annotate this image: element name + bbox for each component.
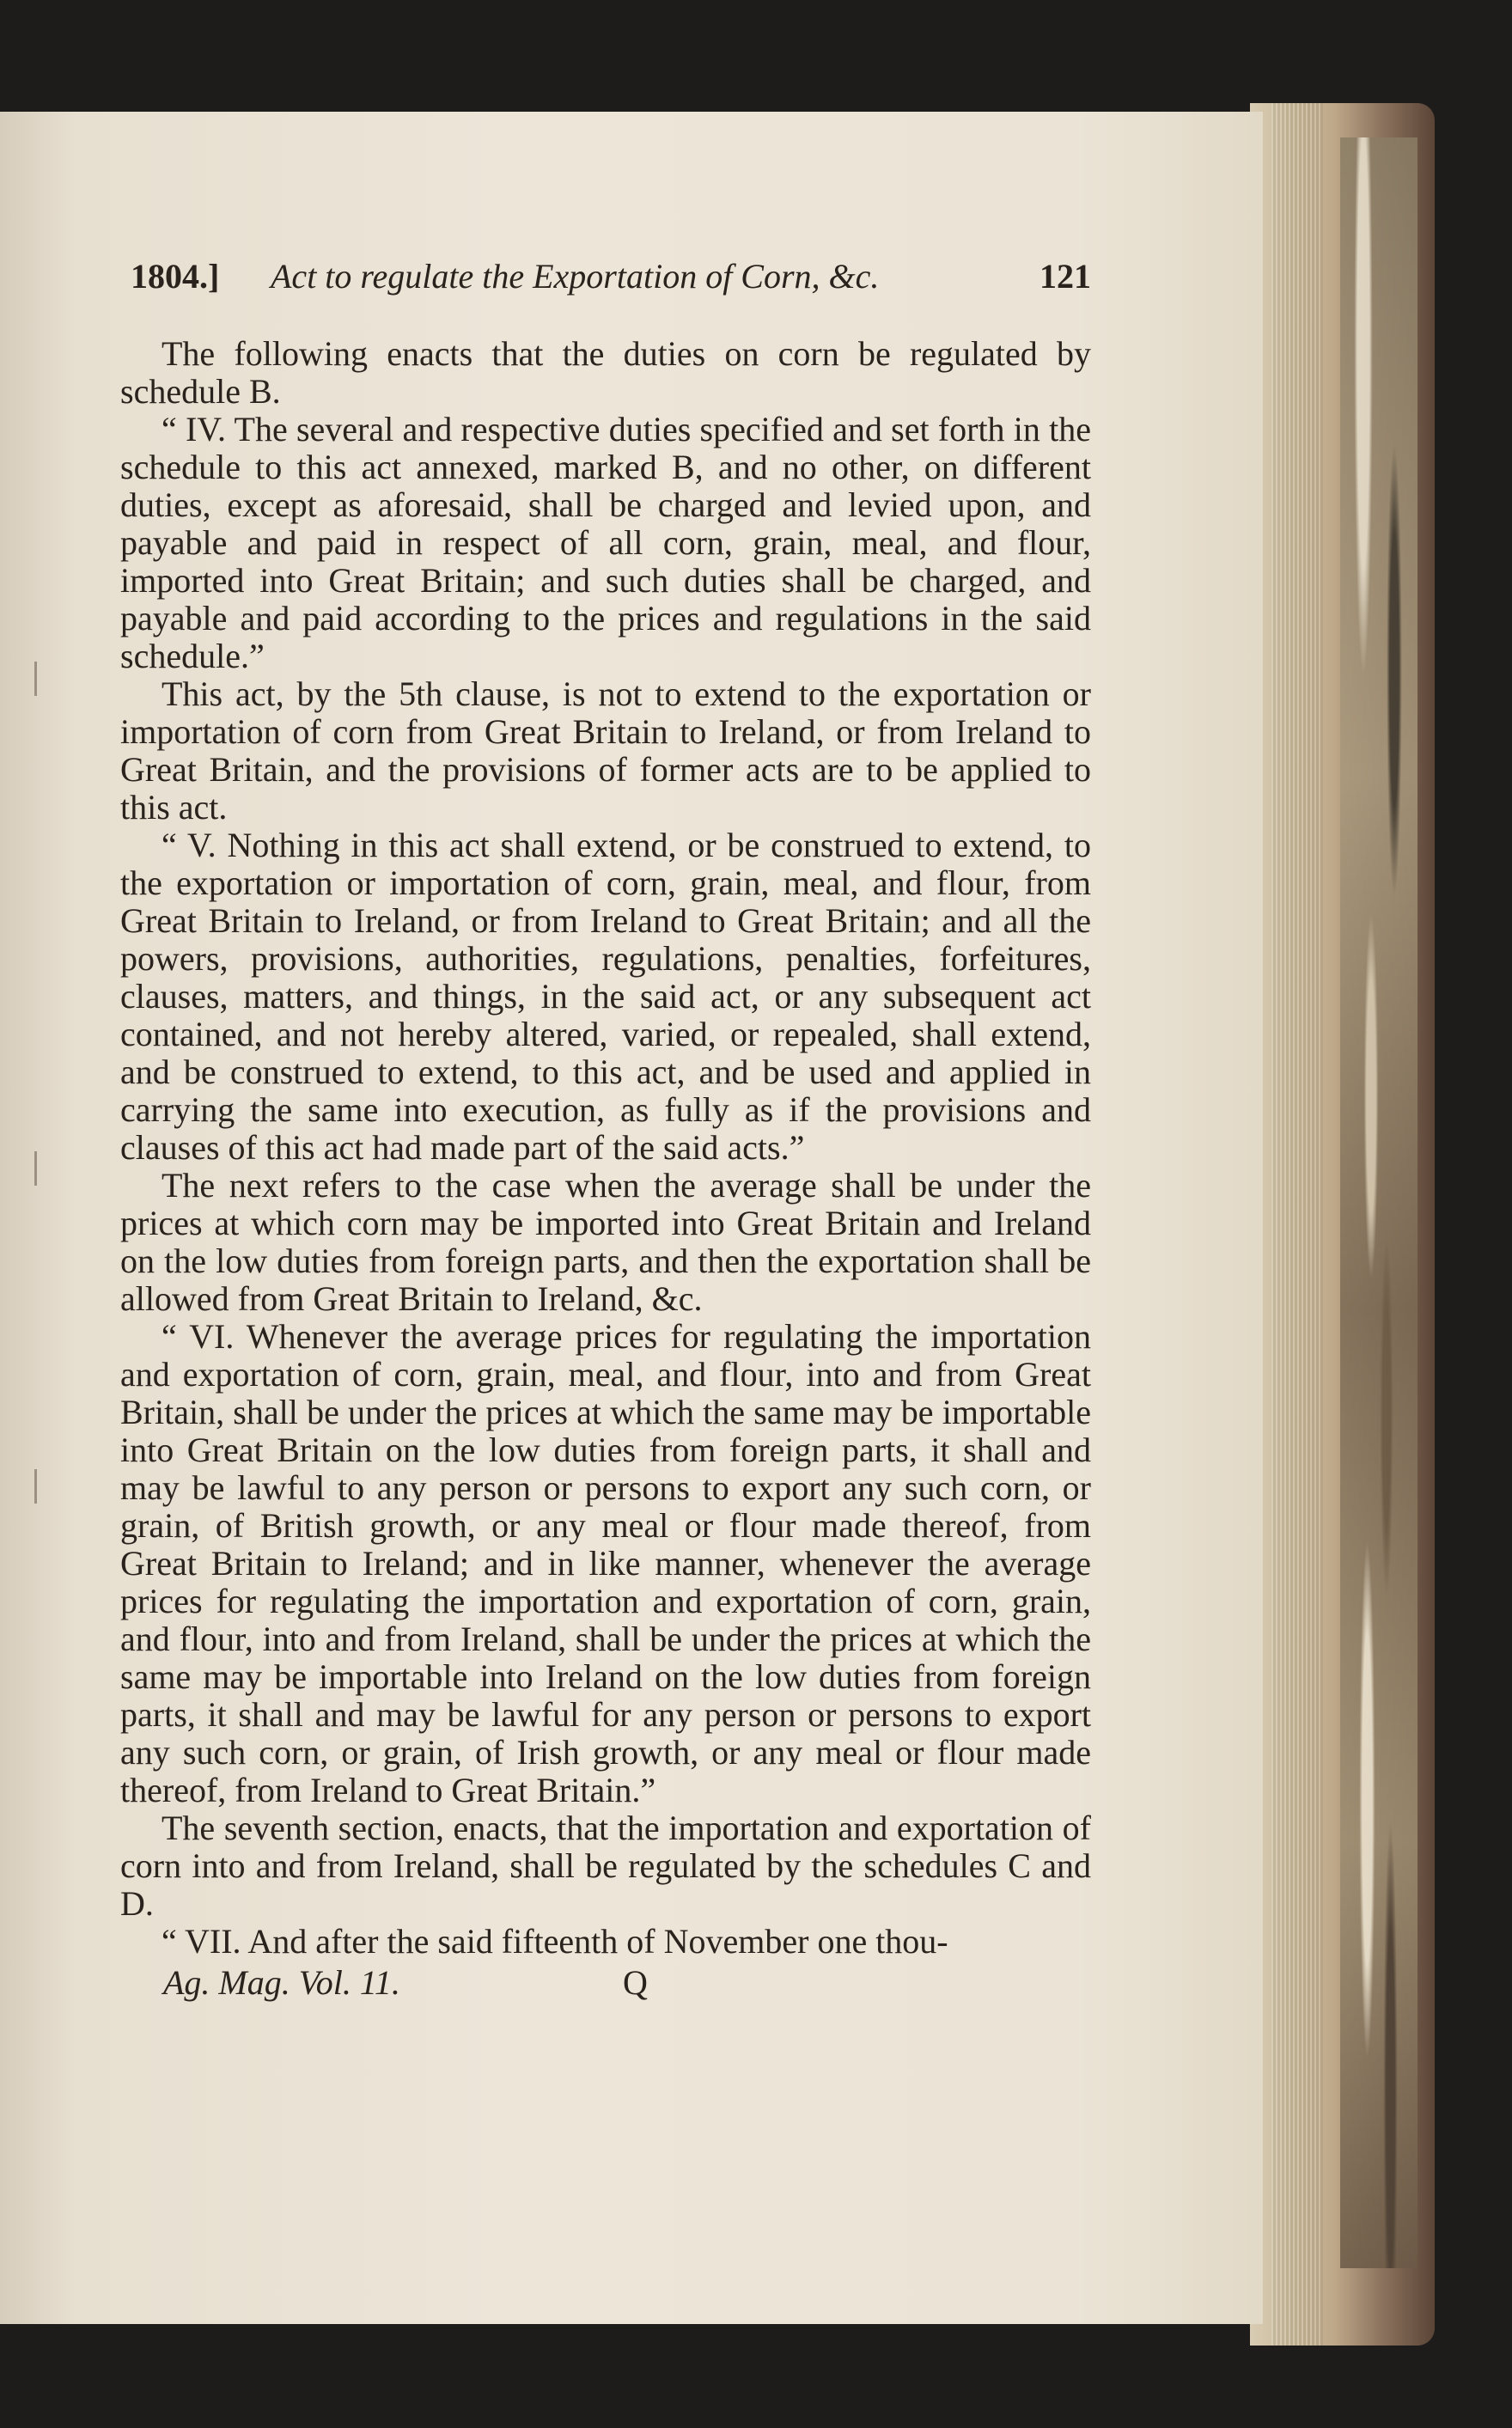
paragraph: The seventh section, enacts, that the importation and exportation of corn into and from Ireland, shall be regulated by the schedules C and D. (120, 1809, 1091, 1923)
paragraph: “ VII. And after the said fifteenth of November one thou- (162, 1922, 948, 1961)
paragraph: “ V. Nothing in this act shall extend, or be construed to extend, to the exportation or importation of corn, grain, meal, and flour, from Great Britain to Ireland, or from Ireland to Great Britain; and all the powers, provisions, authorities, regulations, penalties, forfeitures, clauses, matters, and things, in the said act, or any subsequent act contained, and not hereby altered, varied, or repealed, shall extend, and be construed to extend, to this act, and be used and applied in carrying the same into execution, as fully as if the provisions and clauses of this act had made part of the said acts.” (120, 826, 1091, 1167)
paragraph: The next refers to the case when the average shall be under the prices at which corn may be imported into Great Britain and Ireland on the low duties from foreign parts, and then the exportation shall be allowed from Great Britain to Ireland, &c. (120, 1166, 1091, 1318)
paragraph: The following enacts that the duties on corn be regulated by schedule B. (120, 334, 1091, 411)
paragraph: “ VI. Whenever the average prices for regulating the importation and exportation of corn, grain, meal, and flour, into and from Great Britain, shall be under the prices at which the same may be importable into Great Britain on the low duties from foreign parts, it shall and may be lawful to any person or persons to export any such corn, or grain, of British growth, or any meal or flour made thereof, from Great Britain to Ireland; and in like manner, whenever the average prices for regulating the importation and exportation of corn, grain, and flour, into and from Ireland, shall be under the prices at which the same may be importable into Ireland on the low duties from foreign parts, it shall and may be lawful for any person or persons to export any such corn, or grain, of Irish growth, or any meal or flour made thereof, from Ireland to Great Britain.” (120, 1317, 1091, 1809)
paragraph: “ IV. The several and respective duties specified and set forth in the schedule to this act annexed, marked B, and no other, on different duties, except as aforesaid, shall be charged and levied upon, and payable and paid in respect of all corn, grain, meal, and flour, imported into Great Britain; and such duties shall be charged, and payable and paid according to the prices and regulations in the said schedule.” (120, 410, 1091, 675)
paragraph: This act, by the 5th clause, is not to extend to the exportation or importation of corn from Great Britain to Ireland, or from Ireland to Great Britain, and the provisions of former acts are to be applied to this act. (120, 674, 1091, 827)
margin-mark (34, 1151, 37, 1186)
margin-mark (34, 662, 37, 696)
page-number: 121 (1040, 257, 1091, 296)
running-header (120, 258, 1091, 309)
signature-mark: Q (623, 1963, 648, 2002)
margin-mark (34, 1469, 37, 1504)
text-block (120, 258, 1091, 2007)
header-year: 1804.] (131, 257, 220, 296)
page-footer (120, 1964, 1091, 2007)
book-page (0, 112, 1263, 2324)
signature-line: Ag. Mag. Vol. 11. (163, 1963, 400, 2002)
header-title: Act to regulate the Exportation of Corn, &c. (271, 257, 880, 296)
marbled-endpaper (1340, 137, 1418, 2268)
